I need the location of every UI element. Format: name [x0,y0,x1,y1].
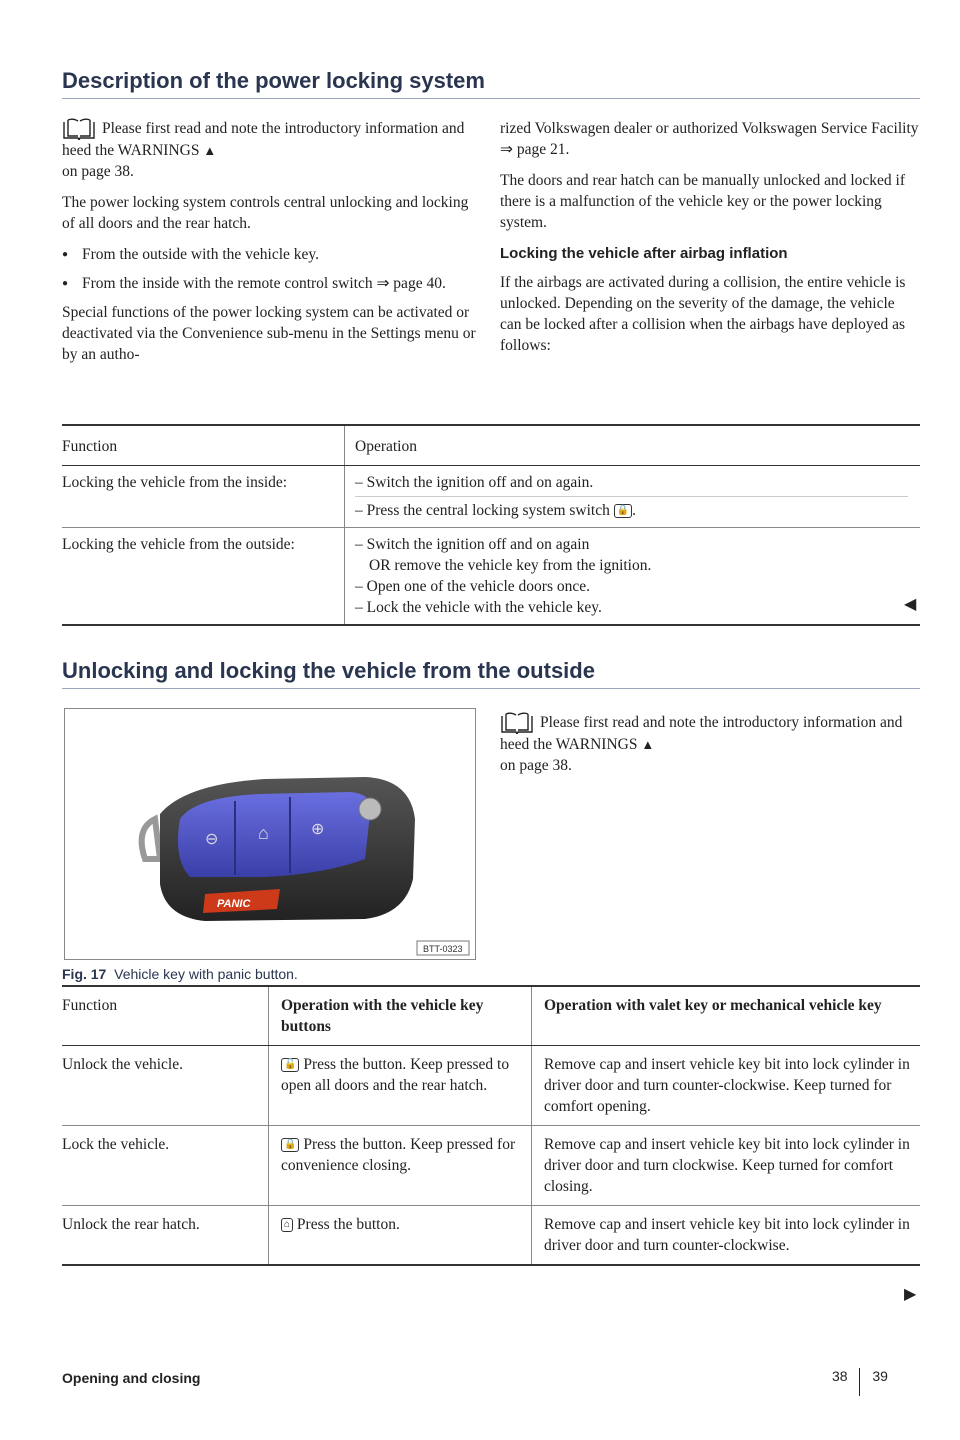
page-right: 39 [872,1368,888,1384]
svg-text:⌂: ⌂ [258,823,269,843]
footer-chapter: Opening and closing [62,1370,201,1386]
table1-op-inside: – Switch the ignition off and on again. – Press the central locking system switch 🔒 . [345,466,921,528]
warning-icon: ▲ [203,143,217,159]
section-title-unlocking: Unlocking and locking the vehicle from the outside [62,658,595,683]
page-divider [859,1368,860,1396]
table1-header-function: Function [62,425,345,466]
table1-func-inside: Locking the vehicle from the inside: [62,466,345,528]
figure-caption: Fig. 17 Vehicle key with panic button. [62,966,298,982]
lock-switch-icon: 🔒 [614,504,632,518]
table-row: Lock the vehicle. 🔒 Press the button. Keep pressed for convenience closing. Remove cap and insert vehicle key bit into lock cylinder in driver door and turn clockwise. Keep turned for comfort closing. [62,1126,920,1206]
table1-func-outside: Locking the vehicle from the outside: [62,528,345,626]
book-icon [62,118,96,140]
bullet-list [62,244,477,294]
unlock-button-icon: 🔓 [281,1058,299,1072]
subheading-airbag: Locking the vehicle after airbag inflation [500,245,788,262]
book-icon [500,712,534,734]
para-airbag: If the airbags are activated during a collision, the entire vehicle is unlocked. Depending on the severity of the damage, the vehicle can be locked after a collision when the airbags have deployed as follows: [500,274,906,354]
table2-header-function: Function [62,986,269,1046]
rear-hatch-button-icon: ⌂ [281,1218,293,1232]
table2-header-valet: Operation with valet key or mechanical vehicle key [532,986,921,1046]
key-operation-table [62,985,920,1266]
bullet-outside: ● From the outside with the vehicle key. [62,244,477,265]
lock-button-icon: 🔒 [281,1138,299,1152]
section-rule-2 [62,688,920,689]
table1-header-operation: Operation [345,425,921,466]
table1-op-outside: – Switch the ignition off and on again OR remove the vehicle key from the ignition. – Open one of the vehicle doors once. – Lock the vehicle with the vehicle key. [345,528,921,626]
vehicle-key-image [65,709,475,959]
intro-note-2: Please first read and note the introductory information and heed the WARNINGS ▲ on page 38. [500,714,903,775]
figure-vehicle-key [64,708,476,960]
locking-table [62,424,920,626]
table-row: Unlock the rear hatch. ⌂ Press the button. Remove cap and insert vehicle key bit into lock cylinder in driver door and turn counter-clockwise. [62,1206,920,1266]
warning-icon: ▲ [641,737,655,753]
bullet-inside: ● From the inside with the remote control switch ⇒ page 40. [62,273,477,294]
section-end-icon: ◀ [904,596,917,613]
table2-header-key-buttons: Operation with the vehicle key buttons [269,986,532,1046]
section-rule [62,98,920,99]
left-column [62,118,477,375]
right-column [500,118,920,366]
continue-icon: ▶ [904,1286,917,1303]
para-special-functions: Special functions of the power locking system can be activated or deactivated via the Convenience sub-menu in the Settings menu or by an autho- [62,304,476,364]
page-numbers [832,1368,888,1396]
section-title-power-locking: Description of the power locking system [62,68,485,93]
svg-text:PANIC: PANIC [217,898,251,910]
svg-text:⊕: ⊕ [311,821,325,838]
page-left: 38 [832,1368,848,1384]
para-manual: The doors and rear hatch can be manually unlocked and locked if there is a malfunction of the vehicle key or the power locking system. [500,172,905,231]
table-row: Unlock the vehicle. 🔓 Press the button. Keep pressed to open all doors and the rear hatch. Remove cap and insert vehicle key bit into lock cylinder in driver door and turn counter-clockwise. Keep turned for comfort opening. [62,1046,920,1126]
figure-code: BTT-0323 [423,944,463,954]
svg-text:⊖: ⊖ [205,831,219,848]
para-dealer: rized Volkswagen dealer or authorized Volkswagen Service Facility ⇒ page 21. [500,120,919,158]
para-controls: The power locking system controls central unlocking and locking of all doors and the rear hatch. [62,194,469,233]
intro-note: Please first read and note the introductory information and heed the WARNINGS ▲ on page 38. [62,120,465,181]
